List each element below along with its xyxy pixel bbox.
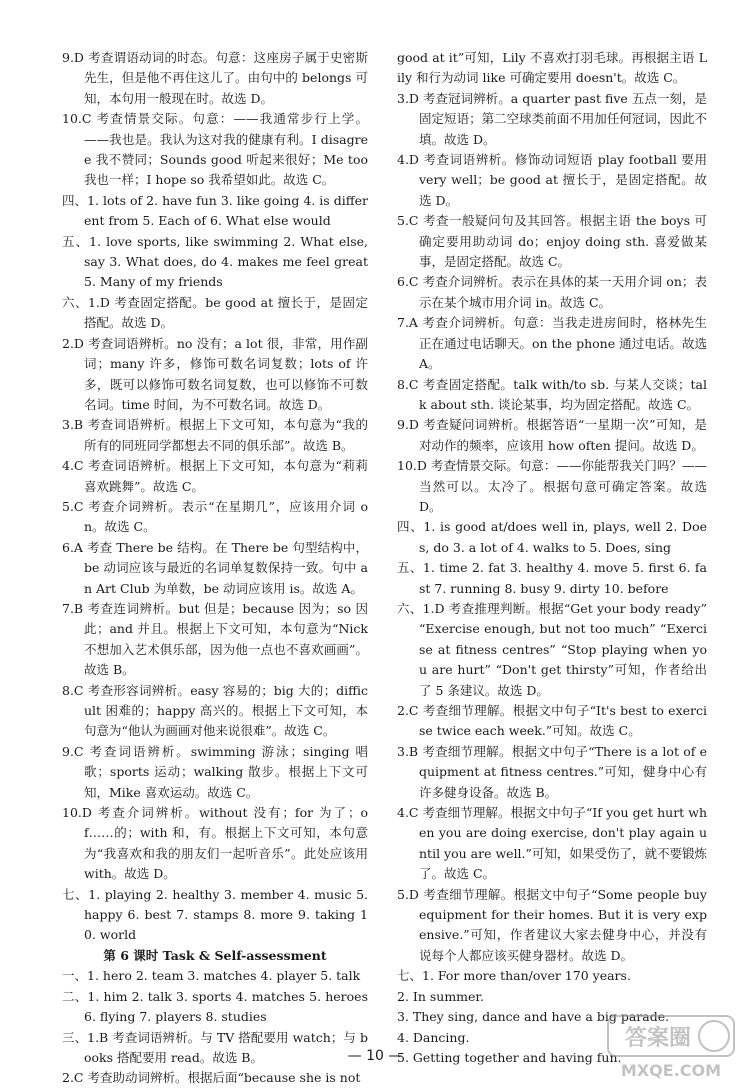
answer-paragraph: 4. Dancing. [397,1029,470,1045]
right-column [397,48,707,1068]
answer-paragraph: 六、1.D 考查推理判断。根据“Get your body ready” “Exercise enough, but not too much” “Exercise at fitness centres” “Stop playing when you are hurt” “Don't get thirsty”可知，作者给出了 5 条建议。故选 D。 [397,600,707,698]
answer-paragraph: 六、1.D 考查固定搭配。be good at 擅长于，是固定搭配。故选 D。 [62,294,368,331]
answer-paragraph: 5.C 考查一般疑问句及其回答。根据主语 the boys 可确定要用助动词 do；enjoy doing sth. 喜爱做某事，是固定搭配。故选 C。 [397,213,707,270]
answer-paragraph: 七、1. playing 2. healthy 3. member 4. music 5. happy 6. best 7. stamps 8. more 9. taking 10. world [62,886,368,943]
answer-paragraph: 3.B 考查细节理解。根据文中句子“There is a lot of equipment at fitness centres.”可知，健身中心有许多健身设备。故选 B。 [397,743,707,800]
watermark-text-bottom: MXQE.COM [620,1061,722,1080]
answer-paragraph: 一、1. hero 2. team 3. matches 4. player 5. talk [62,968,361,984]
answer-paragraph: 四、1. lots of 2. have fun 3. like going 4. is different from 5. Each of 6. What else would [62,192,368,229]
answer-paragraph: 5.C 考查介词辨析。表示“在星期几”，应该用介词 on。故选 C。 [62,498,368,535]
answer-paragraph: 10.D 考查介词辨析。without 没有；for 为了；of……的；with 和，有。根据上下文可知，本句意为“我喜欢和我的朋友们一起听音乐”。此处应该用 with。故选 D。 [62,805,368,882]
answer-paragraph: 2.D 考查词语辨析。no 没有；a lot 很，非常，用作副词；many 许多，修饰可数名词复数；lots of 许多，既可以修饰可数名词复数，也可以修饰不可数名词。time 时间，为不可数名词。故选 D。 [62,335,368,412]
answer-paragraph: 6.A 考查 There be 结构。在 There be 句型结构中，be 动词应该与最近的名词单复数保持一致。句中 an Art Club 为单数，be 动词应该用 is。故选 A。 [62,539,368,596]
answer-paragraph: 9.D 考查谓语动词的时态。句意：这座房子属于史密斯先生，但是他不再住这儿了。由句中的 belongs 可知，本句用一般现在时。故选 D。 [62,50,368,106]
answer-paragraph: 二、1. him 2. talk 3. sports 4. matches 5. heroes 6. flying 7. players 8. studies [62,988,368,1025]
answer-paragraph: 4.C 考查词语辨析。根据上下文可知，本句意为“莉莉喜欢跳舞”。故选 C。 [62,458,368,494]
answer-paragraph: 10.D 考查情景交际。句意：——你能帮我关门吗？——当然可以。太冷了。根据句意可确定答案。故选 D。 [397,458,707,514]
answer-paragraph: 五、1. love sports, like swimming 2. What else, say 3. What does, do 4. makes me feel great 5. Many of my friends [62,233,368,290]
left-column [62,48,368,1089]
answer-paragraph: 4.C 考查细节理解。根据文中句子“If you get hurt when you are doing exercise, don't play again until you are well.”可知，如果受伤了，就不要锻炼了。故选 C。 [397,805,707,882]
page-number: — 10 — [347,1048,403,1064]
answer-paragraph: 8.C 考查固定搭配。talk with/to sb. 与某人交谈；talk about sth. 谈论某事，均为固定搭配。故选 C。 [397,376,707,412]
answer-paragraph: good at it”可知，Lily 不喜欢打羽毛球。再根据主语 Lily 和行为动词 like 可确定要用 doesn't。故选 C。 [397,50,707,86]
answer-paragraph: 2.C 考查助动词辨析。根据后面“because she is not [62,1070,361,1086]
answer-paragraph: 10.C 考查情景交际。句意：——我通常步行上学。——我也是。我认为这对我的健康有利。I disagree 我不赞同；Sounds good 听起来很好；Me too 我也一样；I hope so 我希望如此。故选 C。 [62,111,368,188]
answer-paragraph: 七、1. For more than/over 170 years. [397,968,631,984]
answer-paragraph: 4.D 考查词语辨析。修饰动词短语 play football 要用 very well；be good at 擅长于，是固定搭配。故选 D。 [397,152,707,208]
answer-paragraph: 2.C 考查细节理解。根据文中句子“It's best to exercise twice each week.”可知。故选 C。 [397,703,707,739]
answer-paragraph: 8.C 考查形容词辨析。easy 容易的；big 大的；difficult 困难的；happy 高兴的。根据上下文可知，本句意为“他认为画画对他来说很难”。故选 C。 [62,682,368,739]
answer-paragraph: 3. They sing, dance and have a big parade. [397,1009,670,1025]
answer-paragraph: 6.C 考查介词辨析。表示在具体的某一天用介词 on；表示在某个城市用介词 in。故选 C。 [397,274,707,310]
answer-paragraph: 7.A 考查介词辨析。句意：当我走进房间时，格林先生正在通过电话聊天。on the phone 通过电话。故选 A。 [397,315,707,372]
answer-paragraph: 5.D 考查细节理解。根据文中句子“Some people buy equipment for their homes. But it is very expensive.”可知，作者建议大家去健身中心，并没有说每个人都应该买健身器材。故选 D。 [397,886,707,963]
answer-paragraph: 2. In summer. [397,988,485,1004]
watermark-logo [606,1014,736,1082]
answer-paragraph: 5. Getting together and having fun. [397,1049,622,1065]
answer-paragraph: 3.D 考查冠词辨析。a quarter past five 五点一刻，是固定短语；第二空球类前面不用加任何冠词，因此不填。故选 D。 [397,90,707,147]
answer-paragraph: 四、1. is good at/does well in, plays, well 2. Does, do 3. a lot of 4. walks to 5. Does, sing [397,519,707,555]
answer-paragraph: 3.B 考查词语辨析。根据上下文可知，本句意为“我的所有的同班同学都想去不同的俱乐部”。故选 B。 [62,417,368,453]
answer-paragraph: 7.B 考查连词辨析。but 但是；because 因为；so 因此；and 并且。根据上下文可知，本句意为“Nick 不想加入艺术俱乐部，因为他一点也不喜欢画画”。故选 B。 [62,600,368,678]
answer-paragraph: 三、1.B 考查词语辨析。与 TV 搭配要用 watch；与 books 搭配要用 read。故选 B。 [62,1029,368,1065]
answer-paragraph: 9.D 考查疑问词辨析。根据答语“一星期一次”可知，是对动作的频率，应该用 how often 提问。故选 D。 [397,417,707,453]
answer-paragraph: 9.C 考查词语辨析。swimming 游泳；singing 唱歌；sports 运动；walking 散步。根据上下文可知，Mike 喜欢运动。故选 C。 [62,743,368,800]
answer-paragraph: 五、1. time 2. fat 3. healthy 4. move 5. first 6. fast 7. running 8. busy 9. dirty 10. before [397,560,707,596]
watermark-text-top: 答案圈 [624,1026,692,1051]
section-title: 第 6 课时 Task & Self-assessment [103,947,327,963]
